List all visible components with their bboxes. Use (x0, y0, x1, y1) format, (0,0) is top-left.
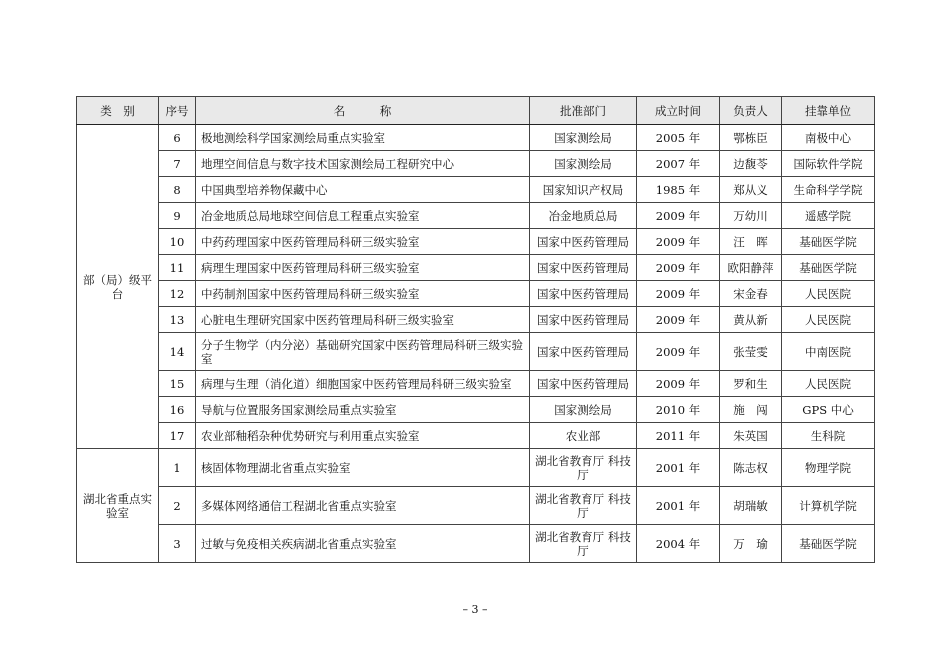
leader-cell: 张莹雯 (720, 333, 782, 371)
table-header-row (77, 97, 875, 125)
name-cell: 病理与生理（消化道）细胞国家中医药管理局科研三级实验室 (196, 371, 530, 397)
seq-cell: 10 (159, 229, 196, 255)
approver-cell: 湖北省教育厅 科技厅 (530, 449, 637, 487)
name-cell: 心脏电生理研究国家中医药管理局科研三级实验室 (196, 307, 530, 333)
unit-cell: 生科院 (782, 423, 875, 449)
approver-cell: 农业部 (530, 423, 637, 449)
name-cell: 农业部釉稻杂种优势研究与利用重点实验室 (196, 423, 530, 449)
established-cell: 2004 年 (637, 525, 720, 563)
name-cell: 导航与位置服务国家测绘局重点实验室 (196, 397, 530, 423)
header-unit: 挂靠单位 (782, 97, 875, 125)
table-row (77, 281, 875, 307)
leader-cell: 施 闯 (720, 397, 782, 423)
seq-cell: 14 (159, 333, 196, 371)
table-row (77, 177, 875, 203)
leader-cell: 边馥苓 (720, 151, 782, 177)
header-category: 类 别 (77, 97, 159, 125)
approver-cell: 国家中医药管理局 (530, 333, 637, 371)
seq-cell: 3 (159, 525, 196, 563)
established-cell: 2009 年 (637, 229, 720, 255)
unit-cell: 中南医院 (782, 333, 875, 371)
leader-cell: 胡瑞敏 (720, 487, 782, 525)
table-row (77, 423, 875, 449)
table-row (77, 487, 875, 525)
name-cell: 多媒体网络通信工程湖北省重点实验室 (196, 487, 530, 525)
name-cell: 中药制剂国家中医药管理局科研三级实验室 (196, 281, 530, 307)
approver-cell: 国家测绘局 (530, 125, 637, 151)
category-cell: 部（局）级平台 (77, 125, 159, 449)
leader-cell: 郑从义 (720, 177, 782, 203)
leader-cell: 罗和生 (720, 371, 782, 397)
page-number: – 3 – (462, 603, 488, 616)
approver-cell: 湖北省教育厅 科技厅 (530, 525, 637, 563)
established-cell: 2001 年 (637, 487, 720, 525)
seq-cell: 8 (159, 177, 196, 203)
seq-cell: 11 (159, 255, 196, 281)
table-row (77, 151, 875, 177)
header-approver: 批准部门 (530, 97, 637, 125)
unit-cell: 生命科学学院 (782, 177, 875, 203)
seq-cell: 16 (159, 397, 196, 423)
table-row (77, 333, 875, 371)
unit-cell: 计算机学院 (782, 487, 875, 525)
table-body (77, 125, 875, 563)
header-seq: 序号 (159, 97, 196, 125)
seq-cell: 13 (159, 307, 196, 333)
approver-cell: 冶金地质总局 (530, 203, 637, 229)
approver-cell: 国家中医药管理局 (530, 371, 637, 397)
established-cell: 2007 年 (637, 151, 720, 177)
name-cell: 病理生理国家中医药管理局科研三级实验室 (196, 255, 530, 281)
leader-cell: 鄂栋臣 (720, 125, 782, 151)
name-cell: 地理空间信息与数字技术国家测绘局工程研究中心 (196, 151, 530, 177)
header-name: 名 称 (196, 97, 530, 125)
leader-cell: 万幼川 (720, 203, 782, 229)
unit-cell: 遥感学院 (782, 203, 875, 229)
established-cell: 2009 年 (637, 255, 720, 281)
seq-cell: 6 (159, 125, 196, 151)
name-cell: 中药药理国家中医药管理局科研三级实验室 (196, 229, 530, 255)
established-cell: 2009 年 (637, 371, 720, 397)
name-cell: 核固体物理湖北省重点实验室 (196, 449, 530, 487)
leader-cell: 陈志权 (720, 449, 782, 487)
header-leader: 负责人 (720, 97, 782, 125)
unit-cell: GPS 中心 (782, 397, 875, 423)
table-row (77, 307, 875, 333)
leader-cell: 朱英国 (720, 423, 782, 449)
seq-cell: 12 (159, 281, 196, 307)
name-cell: 中国典型培养物保藏中心 (196, 177, 530, 203)
established-cell: 2009 年 (637, 281, 720, 307)
name-cell: 冶金地质总局地球空间信息工程重点实验室 (196, 203, 530, 229)
established-cell: 2005 年 (637, 125, 720, 151)
established-cell: 2001 年 (637, 449, 720, 487)
table-row (77, 125, 875, 151)
seq-cell: 7 (159, 151, 196, 177)
seq-cell: 17 (159, 423, 196, 449)
unit-cell: 物理学院 (782, 449, 875, 487)
unit-cell: 人民医院 (782, 307, 875, 333)
name-cell: 过敏与免疫相关疾病湖北省重点实验室 (196, 525, 530, 563)
table-row (77, 525, 875, 563)
unit-cell: 国际软件学院 (782, 151, 875, 177)
leader-cell: 欧阳静萍 (720, 255, 782, 281)
seq-cell: 2 (159, 487, 196, 525)
established-cell: 2009 年 (637, 203, 720, 229)
table-row (77, 255, 875, 281)
established-cell: 2011 年 (637, 423, 720, 449)
approver-cell: 国家中医药管理局 (530, 281, 637, 307)
table-row (77, 203, 875, 229)
table-row (77, 449, 875, 487)
established-cell: 1985 年 (637, 177, 720, 203)
leader-cell: 黄从新 (720, 307, 782, 333)
platform-table (76, 96, 875, 563)
seq-cell: 15 (159, 371, 196, 397)
name-cell: 极地测绘科学国家测绘局重点实验室 (196, 125, 530, 151)
seq-cell: 1 (159, 449, 196, 487)
category-cell: 湖北省重点实验室 (77, 449, 159, 563)
approver-cell: 国家中医药管理局 (530, 229, 637, 255)
approver-cell: 国家知识产权局 (530, 177, 637, 203)
established-cell: 2009 年 (637, 307, 720, 333)
unit-cell: 基础医学院 (782, 229, 875, 255)
unit-cell: 人民医院 (782, 371, 875, 397)
approver-cell: 国家中医药管理局 (530, 255, 637, 281)
table-row (77, 229, 875, 255)
approver-cell: 国家测绘局 (530, 397, 637, 423)
unit-cell: 基础医学院 (782, 525, 875, 563)
unit-cell: 基础医学院 (782, 255, 875, 281)
name-cell: 分子生物学（内分泌）基础研究国家中医药管理局科研三级实验室 (196, 333, 530, 371)
seq-cell: 9 (159, 203, 196, 229)
approver-cell: 湖北省教育厅 科技厅 (530, 487, 637, 525)
approver-cell: 国家测绘局 (530, 151, 637, 177)
table-row (77, 397, 875, 423)
leader-cell: 万 瑜 (720, 525, 782, 563)
unit-cell: 人民医院 (782, 281, 875, 307)
header-established: 成立时间 (637, 97, 720, 125)
leader-cell: 汪 晖 (720, 229, 782, 255)
leader-cell: 宋金春 (720, 281, 782, 307)
table-row (77, 371, 875, 397)
unit-cell: 南极中心 (782, 125, 875, 151)
approver-cell: 国家中医药管理局 (530, 307, 637, 333)
established-cell: 2009 年 (637, 333, 720, 371)
established-cell: 2010 年 (637, 397, 720, 423)
